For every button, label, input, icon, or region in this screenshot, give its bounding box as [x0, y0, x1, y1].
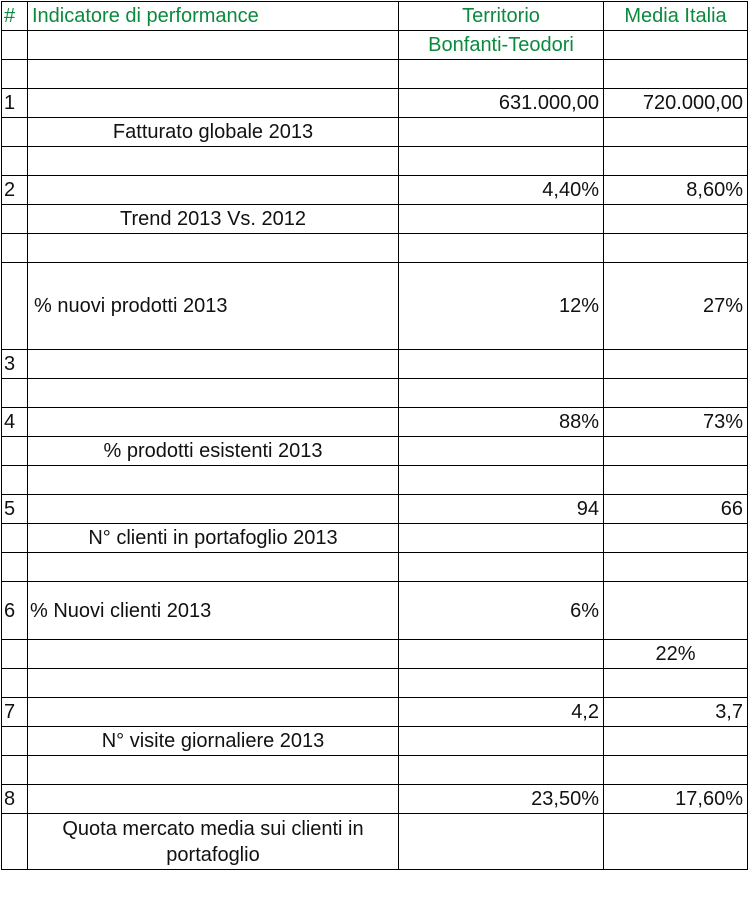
indicator-label: Fatturato globale 2013: [28, 118, 399, 147]
territory-value: 6%: [399, 582, 604, 640]
italy-value: 27%: [604, 263, 748, 350]
territory-value: 631.000,00: [399, 89, 604, 118]
territory-value: 12%: [399, 263, 604, 350]
territory-value: 4,2: [399, 698, 604, 727]
header-row-2: [2, 31, 748, 60]
italy-value: 73%: [604, 408, 748, 437]
table-row: [2, 785, 748, 814]
territory-value: 23,50%: [399, 785, 604, 814]
indicator-label: N° visite giornaliere 2013: [28, 727, 399, 756]
indicator-label: N° clienti in portafoglio 2013: [28, 524, 399, 553]
row-number: 4: [2, 408, 28, 437]
header-hash: #: [2, 2, 28, 31]
header-italy: Media Italia: [604, 2, 748, 31]
italy-value: 3,7: [604, 698, 748, 727]
table-row: [2, 350, 748, 379]
italy-value: 720.000,00: [604, 89, 748, 118]
italy-value: 22%: [604, 640, 748, 669]
header-indicator: Indicatore di performance: [28, 2, 399, 31]
indicator-label: Trend 2013 Vs. 2012: [28, 205, 399, 234]
row-number: 8: [2, 785, 28, 814]
row-number: 1: [2, 89, 28, 118]
indicator-label: % nuovi prodotti 2013: [28, 263, 399, 350]
table-row: [2, 263, 748, 350]
table-row: [2, 176, 748, 205]
indicator-label: % prodotti esistenti 2013: [28, 437, 399, 466]
table-row: [2, 698, 748, 727]
header-territory-name: Bonfanti-Teodori: [399, 31, 604, 60]
italy-value: 8,60%: [604, 176, 748, 205]
table-row: [2, 89, 748, 118]
italy-value: 66: [604, 495, 748, 524]
table-row: [2, 582, 748, 640]
territory-value: 94: [399, 495, 604, 524]
territory-value: 4,40%: [399, 176, 604, 205]
indicator-label: % Nuovi clienti 2013: [28, 582, 399, 640]
header-row: [2, 2, 748, 31]
performance-table: [1, 1, 748, 870]
territory-value: 88%: [399, 408, 604, 437]
header-territory: Territorio: [399, 2, 604, 31]
row-number: 2: [2, 176, 28, 205]
row-number: 5: [2, 495, 28, 524]
table-row: [2, 408, 748, 437]
row-number: 6: [2, 582, 28, 640]
row-number: 7: [2, 698, 28, 727]
row-number: 3: [2, 350, 28, 379]
italy-value: 17,60%: [604, 785, 748, 814]
table-row: [2, 495, 748, 524]
indicator-label: Quota mercato media sui clienti in portafoglio: [28, 814, 399, 870]
